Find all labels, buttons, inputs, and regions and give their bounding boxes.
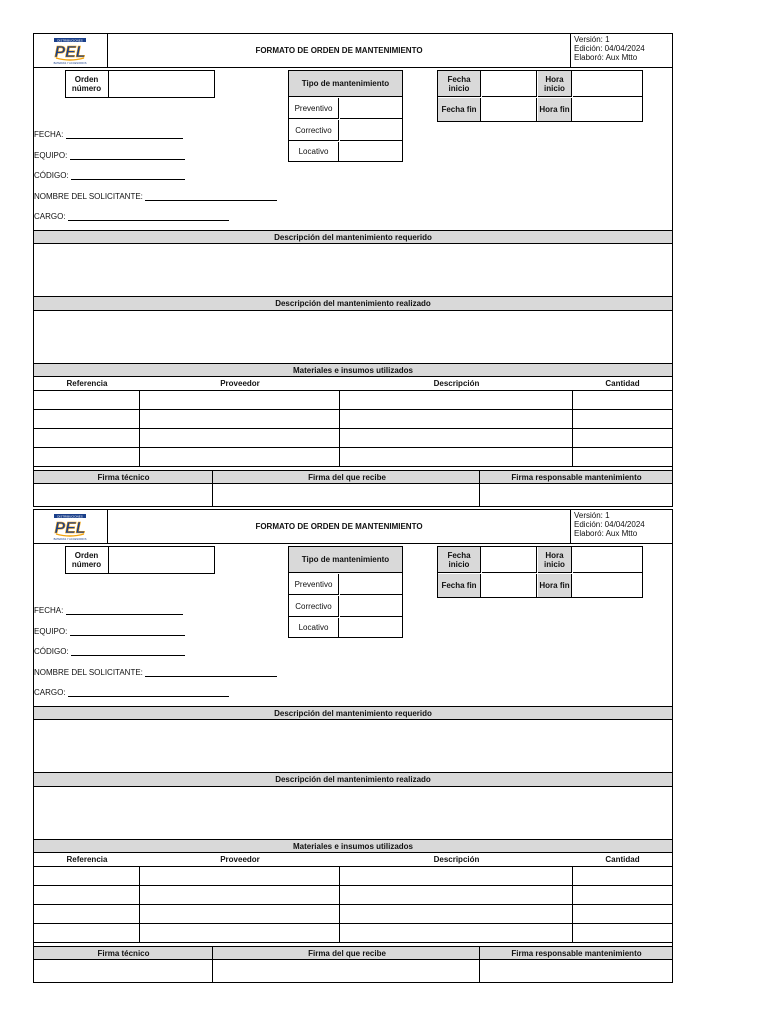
maintenance-order-form (33, 509, 673, 983)
table-cell[interactable] (34, 391, 139, 409)
fecha-input[interactable] (66, 130, 183, 139)
col-descripcion: Descripción (433, 379, 480, 388)
start-date-label: Fecha inicio (438, 71, 481, 97)
equipo-row (34, 627, 185, 636)
type-preventivo-label: Preventivo (289, 574, 339, 595)
col-cantidad: Cantidad (605, 855, 640, 864)
svg-text:DISTRIBUCIONES: DISTRIBUCIONES (57, 513, 83, 518)
cargo-row (34, 688, 229, 697)
sig-receiver-label: Firma del que recibe (308, 472, 386, 482)
codigo-input[interactable] (71, 171, 185, 180)
cargo-label: CARGO: (34, 212, 66, 221)
pel-logo-icon (50, 513, 90, 541)
cargo-input[interactable] (68, 688, 229, 697)
order-number-input[interactable] (110, 547, 214, 573)
end-date-field[interactable] (482, 98, 537, 121)
solicitante-input[interactable] (145, 192, 277, 201)
form-title: FORMATO DE ORDEN DE MANTENIMIENTO (255, 46, 423, 55)
type-locativo-label: Locativo (289, 618, 339, 637)
form-title: FORMATO DE ORDEN DE MANTENIMIENTO (255, 522, 423, 531)
start-date-label: Fecha inicio (438, 547, 481, 573)
type-preventivo-label: Preventivo (289, 98, 339, 119)
performed-description-area[interactable] (34, 311, 672, 363)
fecha-label: FECHA: (34, 130, 64, 139)
performed-description-area[interactable] (34, 787, 672, 839)
codigo-input[interactable] (71, 647, 185, 656)
end-time-label: Hora fin (538, 574, 572, 597)
end-time-field[interactable] (573, 574, 642, 597)
start-time-label: Hora inicio (538, 547, 572, 573)
version-label: Versión: 1 (574, 35, 610, 44)
solicitante-label: NOMBRE DEL SOLICITANTE: (34, 192, 143, 201)
svg-text:PEL: PEL (54, 43, 86, 61)
pel-logo-icon (50, 37, 90, 65)
version-info (570, 509, 673, 544)
solicitante-label: NOMBRE DEL SOLICITANTE: (34, 668, 143, 677)
type-correctivo-field[interactable] (340, 120, 402, 141)
col-descripcion: Descripción (433, 855, 480, 864)
required-description-header: Descripción del mantenimiento requerido (33, 230, 673, 244)
col-divider (339, 866, 340, 942)
start-time-field[interactable] (573, 547, 642, 573)
required-description-area[interactable] (34, 720, 672, 772)
edition-label: Edición: 04/04/2024 (574, 44, 645, 53)
fecha-row (34, 606, 183, 615)
col-divider (339, 390, 340, 466)
col-referencia: Referencia (66, 855, 108, 864)
required-description-area[interactable] (34, 244, 672, 296)
materials-table (33, 853, 673, 943)
table-cell[interactable] (34, 429, 139, 447)
sig-manager-field[interactable] (480, 484, 672, 506)
end-date-label: Fecha fin (438, 98, 481, 121)
start-date-field[interactable] (482, 547, 537, 573)
table-cell[interactable] (34, 448, 139, 466)
sig-technician-field[interactable] (34, 484, 212, 506)
sig-technician-field[interactable] (34, 960, 212, 982)
start-time-label: Hora inicio (538, 71, 572, 97)
company-logo (33, 509, 108, 544)
sig-receiver-field[interactable] (213, 960, 479, 982)
sig-receiver-label: Firma del que recibe (308, 948, 386, 958)
codigo-label: CÓDIGO: (34, 171, 69, 180)
sig-technician-label: Firma técnico (97, 472, 150, 482)
cargo-input[interactable] (68, 212, 229, 221)
version-label: Versión: 1 (574, 511, 610, 520)
order-number-label: Orden número (65, 70, 109, 98)
fecha-input[interactable] (66, 606, 183, 615)
signatures-header (33, 470, 673, 484)
order-number-label: Orden número (65, 546, 109, 574)
col-divider (139, 866, 140, 942)
materials-table (33, 377, 673, 467)
version-info (570, 33, 673, 68)
end-time-label: Hora fin (538, 98, 572, 121)
col-divider (572, 390, 573, 466)
sig-manager-field[interactable] (480, 960, 672, 982)
order-number-input[interactable] (110, 71, 214, 97)
materials-header: Materiales e insumos utilizados (33, 363, 673, 377)
equipo-input[interactable] (70, 627, 185, 636)
col-cantidad: Cantidad (605, 379, 640, 388)
type-locativo-label: Locativo (289, 142, 339, 161)
equipo-label: EQUIPO: (34, 627, 68, 636)
svg-text:DISTRIBUCIONES: DISTRIBUCIONES (57, 37, 83, 42)
solicitante-input[interactable] (145, 668, 277, 677)
col-proveedor: Proveedor (220, 855, 260, 864)
fecha-row (34, 130, 183, 139)
elaborated-label: Elaboró: Aux Mtto (574, 53, 638, 62)
maintenance-type-header: Tipo de mantenimiento (289, 547, 402, 573)
signatures-header (33, 946, 673, 960)
end-time-field[interactable] (573, 98, 642, 121)
maintenance-type-header: Tipo de mantenimiento (289, 71, 402, 97)
table-cell[interactable] (34, 924, 139, 942)
end-date-field[interactable] (482, 574, 537, 597)
table-cell[interactable] (34, 867, 139, 885)
type-preventivo-field[interactable] (340, 98, 402, 119)
type-correctivo-label: Correctivo (289, 120, 339, 141)
performed-description-header: Descripción del mantenimiento realizado (33, 296, 673, 311)
edition-label: Edición: 04/04/2024 (574, 520, 645, 529)
end-date-label: Fecha fin (438, 574, 481, 597)
fecha-label: FECHA: (34, 606, 64, 615)
maintenance-order-form (33, 33, 673, 507)
equipo-input[interactable] (70, 151, 185, 160)
solicitante-row (34, 668, 277, 677)
table-cell[interactable] (34, 886, 139, 904)
required-description-header: Descripción del mantenimiento requerido (33, 706, 673, 720)
materials-header: Materiales e insumos utilizados (33, 839, 673, 853)
col-divider (572, 866, 573, 942)
equipo-row (34, 151, 185, 160)
svg-text:PEL: PEL (54, 519, 86, 537)
sig-receiver-field[interactable] (213, 484, 479, 506)
company-logo (33, 33, 108, 68)
codigo-row (34, 647, 185, 656)
svg-text:BATERIAS Y ACCESORIOS: BATERIAS Y ACCESORIOS (53, 537, 87, 541)
cargo-row (34, 212, 229, 221)
svg-text:BATERIAS Y ACCESORIOS: BATERIAS Y ACCESORIOS (53, 61, 87, 65)
col-proveedor: Proveedor (220, 379, 260, 388)
table-cell[interactable] (34, 905, 139, 923)
performed-description-header: Descripción del mantenimiento realizado (33, 772, 673, 787)
col-referencia: Referencia (66, 379, 108, 388)
type-correctivo-field[interactable] (340, 596, 402, 617)
sig-manager-label: Firma responsable mantenimiento (511, 948, 642, 958)
type-locativo-field[interactable] (340, 618, 402, 637)
codigo-label: CÓDIGO: (34, 647, 69, 656)
type-locativo-field[interactable] (340, 142, 402, 161)
sig-technician-label: Firma técnico (97, 948, 150, 958)
type-preventivo-field[interactable] (340, 574, 402, 595)
start-date-field[interactable] (482, 71, 537, 97)
table-cell[interactable] (34, 410, 139, 428)
equipo-label: EQUIPO: (34, 151, 68, 160)
sig-manager-label: Firma responsable mantenimiento (511, 472, 642, 482)
codigo-row (34, 171, 185, 180)
start-time-field[interactable] (573, 71, 642, 97)
cargo-label: CARGO: (34, 688, 66, 697)
elaborated-label: Elaboró: Aux Mtto (574, 529, 638, 538)
type-correctivo-label: Correctivo (289, 596, 339, 617)
col-divider (139, 390, 140, 466)
solicitante-row (34, 192, 277, 201)
